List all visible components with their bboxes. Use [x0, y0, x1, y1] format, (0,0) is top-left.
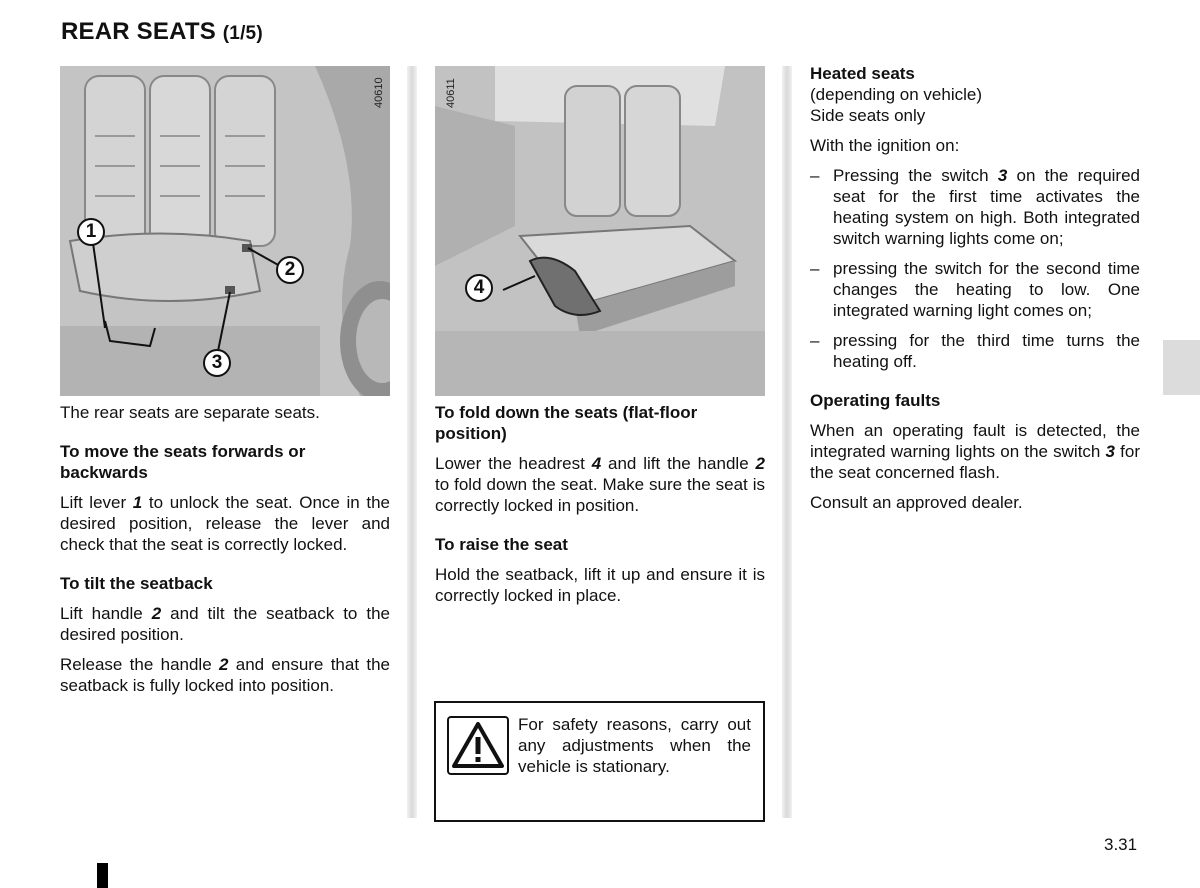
- raise-seat-heading: To raise the seat: [435, 535, 568, 554]
- page-title: [61, 18, 263, 46]
- page-title-sub: (1/5): [222, 23, 263, 44]
- safety-warning-box: [434, 701, 765, 822]
- column-3: [810, 63, 1140, 522]
- tilt-seatback-heading: To tilt the seatback: [60, 574, 213, 593]
- operating-faults-heading: Operating faults: [810, 391, 941, 410]
- operating-faults-text: When an operating fault is detected, the integrated warning lights on the switch 3 for the seat concerned flash.: [810, 421, 1140, 482]
- column-2: [435, 402, 765, 615]
- tilt-seatback-text-1: Lift handle 2 and tilt the seatback to the desired position.: [60, 604, 390, 644]
- safety-warning-text: For safety reasons, carry out any adjustments when the vehicle is stationary.: [518, 715, 751, 776]
- heating-steps-list: [810, 165, 1140, 372]
- section-tab: [1163, 340, 1200, 395]
- figure-code-left: 40610: [373, 77, 385, 108]
- callout-4: 4: [465, 274, 493, 302]
- page-number: 3.31: [1104, 835, 1138, 854]
- fold-seats-text: Lower the headrest 4 and lift the handle 2 to fold down the seat. Make sure the seat is correctly locked in position.: [435, 454, 765, 515]
- warning-triangle-icon: [447, 716, 509, 775]
- tilt-seatback-text-2: Release the handle 2 and ensure that the seatback is fully locked into position.: [60, 655, 390, 695]
- move-seats-text: Lift lever 1 to unlock the seat. Once in the desired position, release the lever and check that the seat is correctly locked.: [60, 493, 390, 554]
- fold-seats-heading: To fold down the seats (flat-floor position): [435, 403, 698, 443]
- column-divider-1: [407, 66, 417, 818]
- callout-2: 2: [276, 256, 304, 284]
- heated-seats-condition: (depending on vehicle): [810, 85, 983, 104]
- folded-seat-illustration: [435, 66, 765, 396]
- column-divider-2: [782, 66, 792, 818]
- list-item: – pressing the switch for the second time changes the heating to low. One integrated warning light comes on;: [810, 259, 1140, 320]
- raise-seat-text: Hold the seatback, lift it up and ensure it is correctly locked in place.: [435, 565, 765, 605]
- intro-text: The rear seats are separate seats.: [60, 403, 320, 422]
- figure-code-middle: 40611: [445, 78, 457, 108]
- ignition-text: With the ignition on:: [810, 136, 960, 155]
- column-1: [60, 402, 390, 705]
- move-seats-heading: To move the seats forwards or backwards: [60, 442, 306, 482]
- callout-3: 3: [203, 349, 231, 377]
- crop-mark: [97, 863, 108, 888]
- rear-seats-illustration: [60, 66, 390, 396]
- callout-1: 1: [77, 218, 105, 246]
- list-item: – pressing for the third time turns the heating off.: [810, 331, 1140, 371]
- heated-seats-heading: Heated seats: [810, 64, 915, 83]
- dealer-text: Consult an approved dealer.: [810, 493, 1023, 512]
- list-item: – Pressing the switch 3 on the required seat for the first time activates the heating system on high. Both integrated switch warning lights come on;: [810, 166, 1140, 248]
- page-title-main: REAR SEATS: [61, 18, 216, 45]
- heated-seats-scope: Side seats only: [810, 106, 926, 125]
